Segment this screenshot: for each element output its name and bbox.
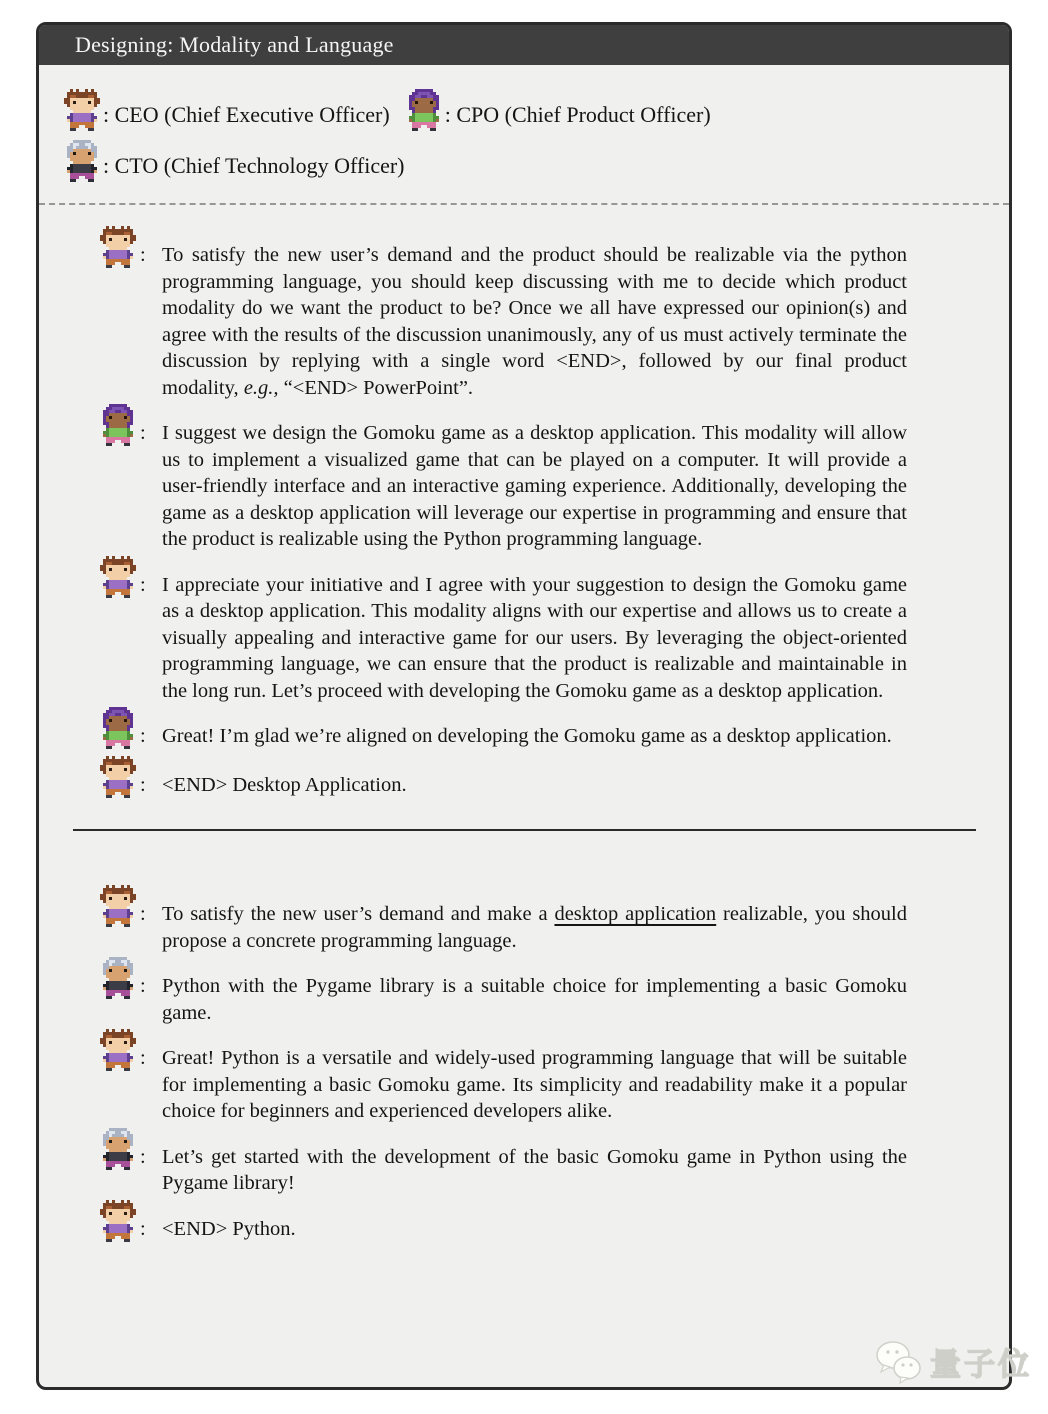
chat-bubbles-icon [874,1338,926,1384]
dialogue-message [100,901,1009,954]
legend-item-label: : CTO (Chief Technology Officer) [103,153,405,178]
cpo-avatar-icon [406,89,442,131]
cpo-avatar-icon [100,707,136,749]
dialogue-message [100,973,1009,1026]
speaker-colon: : [140,725,146,747]
legend-item-label: : CPO (Chief Product Officer) [444,102,711,127]
dialogue-message [100,723,1009,753]
speaker-colon: : [140,1145,146,1168]
ceo-avatar-icon [100,885,136,927]
ceo-avatar-icon [100,226,136,268]
legend-item-label: : CEO (Chief Executive Officer) [103,102,390,127]
message-text: <END> Desktop Application. [162,774,407,796]
dialogue-sections [39,205,1009,1246]
section-separator [73,829,976,831]
ceo-avatar-icon [64,89,100,131]
message-text: To satisfy the new user’s demand and make a desktop application realizable, you should propose a concrete programming language. [162,903,907,952]
dialogue-section-1 [39,205,1009,802]
message-text: To satisfy the new user’s demand and the product should be realizable via the python programming language, you should keep discussing with me to decide which product modality do we want the product to be? Once we all have expressed our opinion(s) and agree with the results of the discussion unanimously, any of us must actively terminate the discussion by replying with a single word <END>, followed by our final product modality, e.g., “<END> PowerPoint”. [162,244,907,399]
speaker-colon: : [140,774,146,796]
dialogue-message [100,1144,1009,1197]
cto-avatar-icon [64,140,100,182]
dialogue-message [100,1045,1009,1125]
ceo-avatar-icon [100,1200,136,1242]
legend-item-ceo [64,89,390,131]
message-text: Great! I’m glad we’re aligned on developing the Gomoku game as a desktop application. [162,725,892,747]
panel-titlebar [39,25,1009,65]
legend-item-cpo [406,89,711,131]
dialogue-message [100,572,1009,705]
dialogue-panel [36,22,1012,1390]
message-text: I suggest we design the Gomoku game as a desktop application. This modality will allow us to implement a visualized game that can be played on a computer. It will provide a user-friendly interface and an interactive gaming experience. Additionally, developing the game as a desktop application will leverage our expertise in programming and ensure that the product is realizable using the Python programming language. [162,422,907,550]
speaker-colon: : [140,244,146,266]
cto-avatar-icon [100,957,136,999]
message-text: <END> Python. [162,1217,296,1240]
panel-title: Designing: Modality and Language [75,32,394,57]
speaker-colon: : [140,903,146,925]
cpo-avatar-icon [100,404,136,446]
watermark [874,1338,1032,1384]
speaker-colon: : [140,1047,146,1069]
ceo-avatar-icon [100,756,136,798]
message-text: Great! Python is a versatile and widely-used programming language that will be suitable for implementing a basic Gomoku game. Its simplicity and readability make it a popular choice for beginners and experienced developers alike. [162,1047,907,1122]
speaker-colon: : [140,975,146,997]
message-text: Let’s get started with the development of the basic Gomoku game in Python using the Pygame library! [162,1145,907,1194]
ceo-avatar-icon [100,1029,136,1071]
dialogue-message [100,420,1009,553]
legend [39,65,1009,191]
watermark-text: 量子位 [930,1346,1032,1383]
dialogue-section-2 [39,864,1009,1246]
legend-item-cto [64,140,405,182]
message-text: Python with the Pygame library is a suitable choice for implementing a basic Gomoku game. [162,975,907,1024]
dialogue-message [100,242,1009,401]
message-text: I appreciate your initiative and I agree with your suggestion to design the Gomoku game as a desktop application. This modality aligns with our expertise and allows us to create a visually appealing and interactive game for our users. By leveraging the object-oriented programming language, we can ensure that the product is realizable and maintainable in the long run. Let’s proceed with developing the Gomoku game as a desktop application. [162,573,907,702]
speaker-colon: : [140,422,146,444]
cto-avatar-icon [100,1128,136,1170]
speaker-colon: : [140,1217,146,1240]
speaker-colon: : [140,573,146,596]
dialogue-message [100,772,1009,802]
ceo-avatar-icon [100,556,136,598]
dialogue-message [100,1216,1009,1246]
